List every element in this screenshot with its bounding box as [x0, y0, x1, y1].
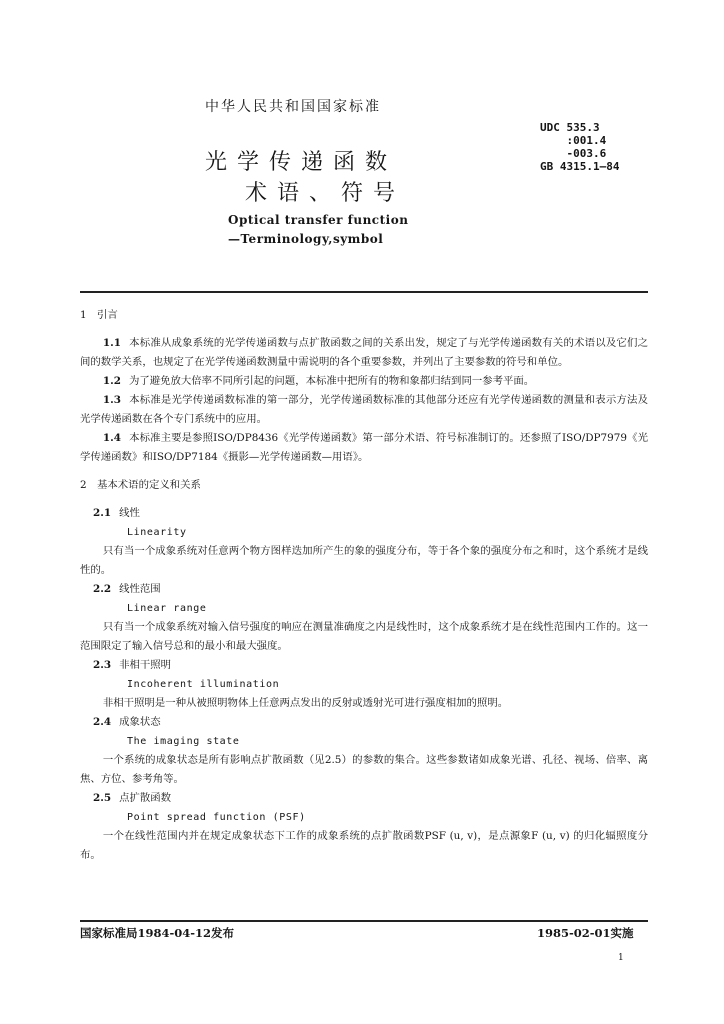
term-2-4 — [80, 713, 648, 732]
clause-text: 本标准是光学传递函数标准的第一部分，光学传递函数标准的其他部分还应有光学传递函数的测量和表示方法及光学传递函数在各个专门系统中的应用。 — [80, 394, 648, 425]
term-english: Point spread function (PSF) — [127, 812, 306, 823]
footer-divider — [80, 920, 648, 922]
term-2-1 — [80, 504, 648, 523]
issuing-agency: 中华人民共和国国家标准 — [205, 99, 381, 115]
term-2-2 — [80, 580, 648, 599]
term-number: 2.3 — [93, 659, 112, 671]
clause-number: 1.3 — [102, 394, 121, 406]
document-title: 光学传递函数 — [205, 150, 398, 175]
term-definition: 一个在线性范围内并在规定成象状态下工作的成象系统的点扩散函数PSF (u, v)，是点源象F (u, v) 的归化辐照度分布。 — [80, 830, 648, 861]
clause-1-2 — [80, 372, 648, 391]
clause-text: 本标准主要是参照ISO/DP8436《光学传递函数》第一部分术语、符号标准制订的。还参照了ISO/DP7979《光学传递函数》和ISO/DP7184《摄影—光学传递函数—用语》。 — [80, 432, 648, 463]
section-heading: 2 基本术语的定义和关系 — [80, 479, 201, 491]
term-definition: 只有当一个成象系统对输入信号强度的响应在测量准确度之内是线性时，这个成象系统才是在线性范围内工作的。这一范围限定了输入信号总和的最小和最大强度。 — [80, 621, 648, 652]
term-number: 2.2 — [93, 583, 112, 595]
classification-block — [540, 121, 619, 173]
term-label: 非相干照明 — [119, 659, 172, 671]
section-heading: 1 引言 — [80, 309, 118, 321]
effective-date: 1985-02-01实施 — [537, 926, 634, 940]
document-subtitle: 术语、符号 — [245, 181, 406, 206]
english-subtitle: —Terminology,symbol — [228, 232, 384, 246]
clause-1-4 — [80, 429, 648, 467]
term-number: 2.4 — [93, 716, 112, 728]
term-number: 2.1 — [93, 507, 112, 519]
issue-date: 国家标准局1984-04-12发布 — [80, 926, 235, 940]
clause-number: 1.4 — [102, 432, 121, 444]
term-number: 2.5 — [93, 792, 112, 804]
udc-code-3: -003.6 — [540, 147, 607, 160]
term-definition: 一个系统的成象状态是所有影响点扩散函数（见2.5）的参数的集合。这些参数诸如成象光谱、孔径、视场、倍率、离焦、方位、参考角等。 — [80, 754, 648, 785]
term-label: 线性范围 — [119, 583, 161, 595]
clause-1-1 — [80, 334, 648, 372]
header-divider — [80, 291, 648, 293]
english-title: Optical transfer function — [228, 213, 409, 227]
term-english: Incoherent illumination — [127, 679, 280, 690]
term-english: Linearity — [127, 527, 187, 538]
gb-number: GB 4315.1—84 — [540, 160, 620, 173]
term-english: The imaging state — [127, 736, 240, 747]
clause-number: 1.2 — [102, 375, 121, 387]
udc-code-2: :001.4 — [540, 134, 607, 147]
term-definition: 只有当一个成象系统对任意两个物方图样迭加所产生的象的强度分布，等于各个象的强度分布之和时，这个系统才是线性的。 — [80, 545, 648, 576]
clause-text: 本标准从成象系统的光学传递函数与点扩散函数之间的关系出发，规定了与光学传递函数有关的术语以及它们之间的数学关系，也规定了在光学传递函数测量中需说明的各个重要参数，并列出了主要参数的符号和单位。 — [80, 337, 648, 368]
term-label: 线性 — [119, 507, 140, 519]
clause-1-3 — [80, 391, 648, 429]
term-2-3 — [80, 656, 648, 675]
clause-number: 1.1 — [102, 337, 121, 349]
page-number: 1 — [618, 953, 624, 963]
term-2-5 — [80, 789, 648, 808]
document-body — [80, 306, 648, 865]
term-english: Linear range — [127, 603, 207, 614]
clause-text: 为了避免放大倍率不同所引起的问题，本标准中把所有的物和象都归结到同一参考平面。 — [128, 375, 535, 387]
term-label: 成象状态 — [119, 716, 161, 728]
term-definition: 非相干照明是一种从被照明物体上任意两点发出的反射或透射光可进行强度相加的照明。 — [102, 697, 509, 709]
term-label: 点扩散函数 — [119, 792, 172, 804]
udc-code-1: UDC 535.3 — [540, 121, 600, 134]
